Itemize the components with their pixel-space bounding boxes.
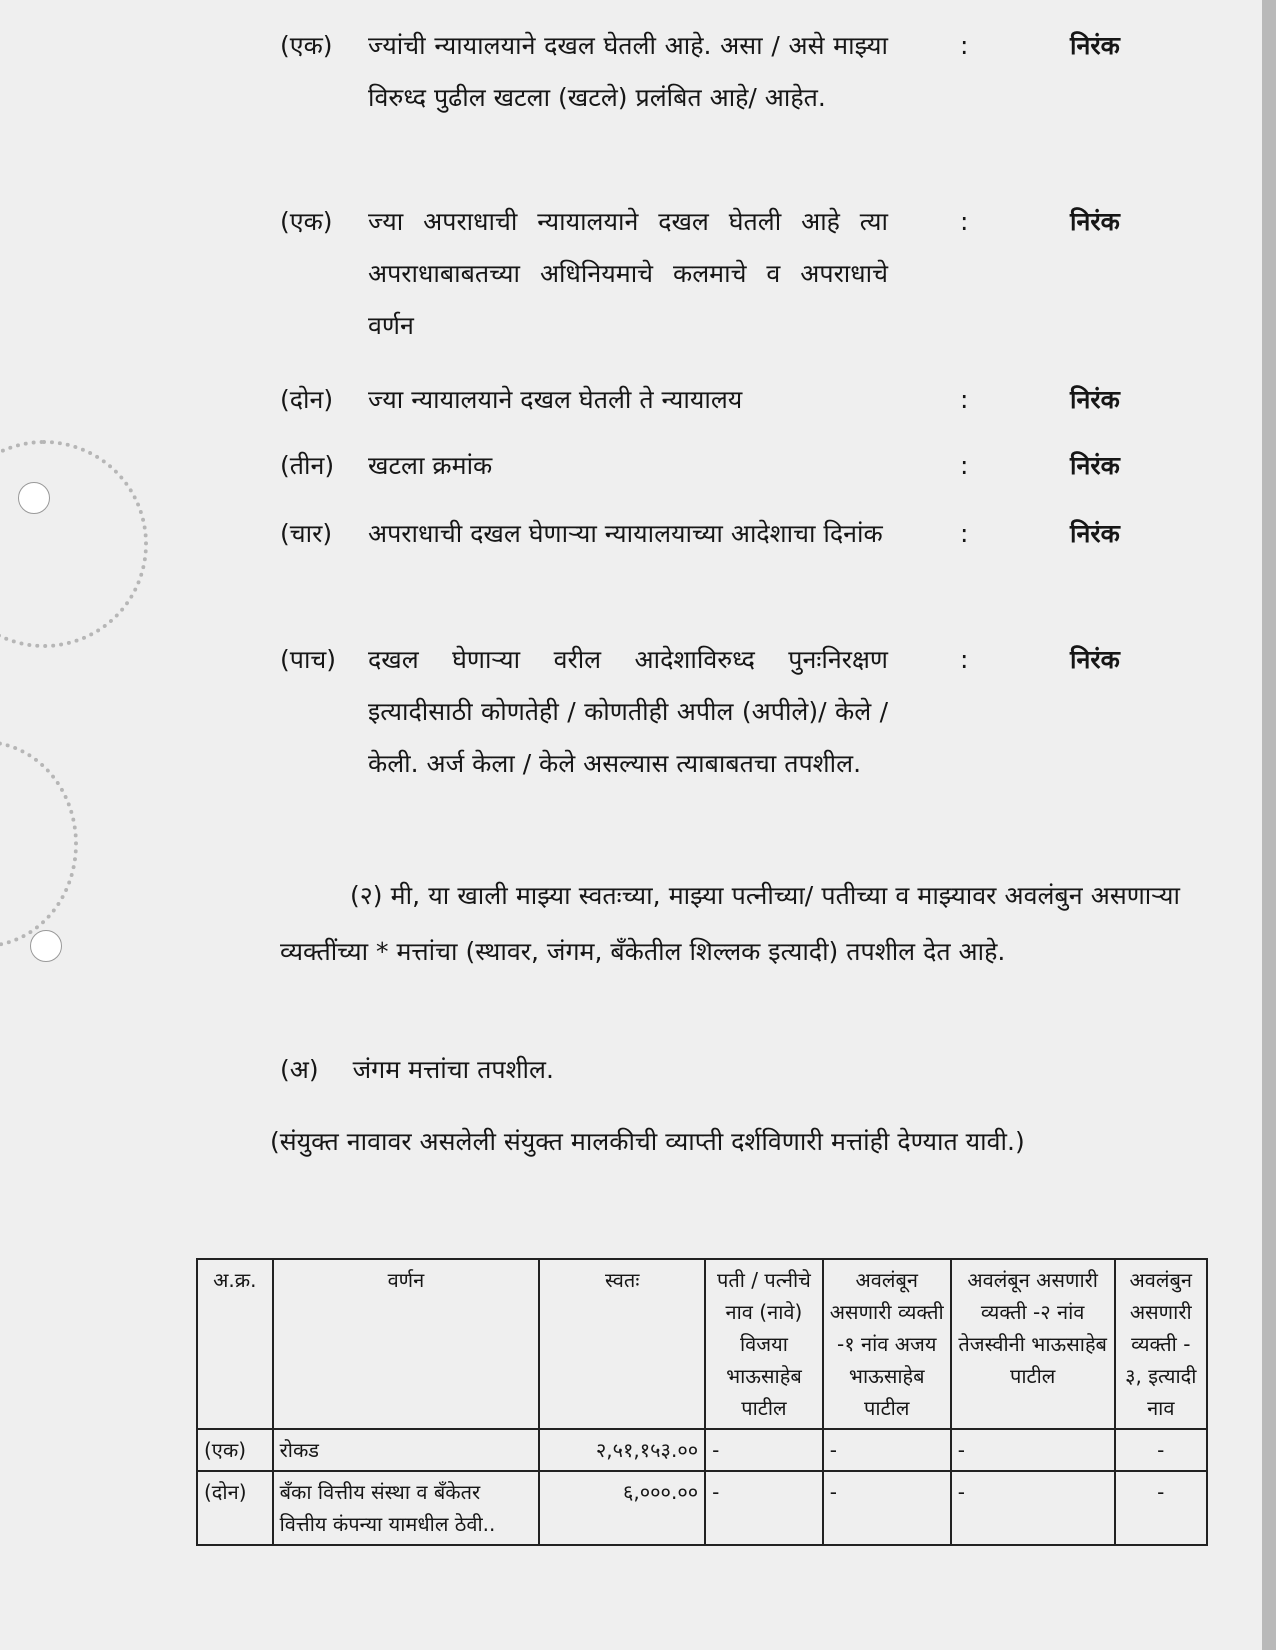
section-a-title: जंगम मत्तांचा तपशील. <box>352 1055 554 1084</box>
cell-spouse: - <box>705 1429 823 1471</box>
cell-dependent-3: - <box>1115 1471 1207 1545</box>
header-serial: अ.क्र. <box>197 1259 273 1429</box>
row-number: (एक) <box>280 31 333 60</box>
case-row-court <box>280 374 1160 426</box>
table-header-row <box>197 1259 1207 1429</box>
row-value: निरंक <box>1070 645 1120 674</box>
row-text: ज्यांची न्यायालयाने दखल घेतली आहे. असा / असे माझ्या विरुध्द पुढील खटला (खटले) प्रलंबित आहे/ आहेत. <box>368 31 888 112</box>
punch-hole <box>30 930 62 962</box>
punch-hole <box>18 482 50 514</box>
header-dependent-2: अवलंबून असणारी व्यक्ती -२ नांव तेजस्वीनी भाऊसाहेब पाटील <box>951 1259 1115 1429</box>
movable-assets-table <box>196 1258 1208 1546</box>
row-colon: : <box>960 207 969 236</box>
cell-dependent-2: - <box>951 1429 1115 1471</box>
row-colon: : <box>960 519 969 548</box>
declaration-paragraph: (२) मी, या खाली माझ्या स्वतःच्या, माझ्या पत्नीच्या/ पतीच्या व माझ्यावर अवलंबुन असणाऱ्या व्यक्तींच्या * मत्तांचा (स्थावर, जंगम, बँकेतील शिल्लक इत्यादी) तपशील देत आहे. <box>280 881 1180 966</box>
cell-dependent-3: - <box>1115 1429 1207 1471</box>
row-text: ज्या अपराधाची न्यायालयाने दखल घेतली आहे त्या अपराधाबाबतच्या अधिनियमाचे कलमाचे व अपराधाचे वर्णन <box>368 207 888 340</box>
row-text: अपराधाची दखल घेणाऱ्या न्यायालयाच्या आदेशाचा दिनांक <box>368 519 883 548</box>
row-number: (चार) <box>280 519 333 548</box>
row-colon: : <box>960 31 969 60</box>
row-number: (दोन) <box>280 385 334 414</box>
cell-serial: (दोन) <box>197 1471 273 1545</box>
case-row-number <box>280 440 1160 492</box>
table-row <box>197 1429 1207 1471</box>
row-number: (तीन) <box>280 451 335 480</box>
cell-dependent-1: - <box>823 1429 951 1471</box>
cell-spouse: - <box>705 1471 823 1545</box>
header-self: स्वतः <box>539 1259 705 1429</box>
case-row-appeal <box>280 634 1160 844</box>
official-seal-stamp <box>0 440 148 648</box>
header-spouse: पती / पत्नीचे नाव (नावे) विजया भाऊसाहेब पाटील <box>705 1259 823 1429</box>
header-description: वर्णन <box>273 1259 540 1429</box>
case-row-pending <box>280 20 1160 180</box>
row-colon: : <box>960 385 969 414</box>
row-colon: : <box>960 451 969 480</box>
cell-dependent-2: - <box>951 1471 1115 1545</box>
row-text: खटला क्रमांक <box>368 451 493 480</box>
row-text: ज्या न्यायालयाने दखल घेतली ते न्यायालय <box>368 385 743 414</box>
scan-edge <box>1262 0 1276 1650</box>
cell-serial: (एक) <box>197 1429 273 1471</box>
section-a-heading <box>280 1052 554 1086</box>
row-value: निरंक <box>1070 31 1120 60</box>
row-value: निरंक <box>1070 519 1120 548</box>
joint-ownership-note: (संयुक्त नावावर असलेली संयुक्त मालकीची व्याप्ती दर्शविणारी मत्तांही देण्यात यावी.) <box>270 1127 1025 1156</box>
table-row <box>197 1471 1207 1545</box>
header-dependent-3: अवलंबुन असणारी व्यक्ती - ३, इत्यादी नाव <box>1115 1259 1207 1429</box>
case-row-order-date <box>280 508 1160 618</box>
row-number: (एक) <box>280 207 333 236</box>
cell-dependent-1: - <box>823 1471 951 1545</box>
row-colon: : <box>960 645 969 674</box>
cell-description: रोकड <box>273 1429 540 1471</box>
row-number: (पाच) <box>280 645 337 674</box>
cell-self: ६,०००.०० <box>539 1471 705 1545</box>
row-value: निरंक <box>1070 385 1120 414</box>
row-value: निरंक <box>1070 451 1120 480</box>
section-a-label: (अ) <box>280 1055 319 1084</box>
row-value: निरंक <box>1070 207 1120 236</box>
case-row-offence <box>280 196 1160 356</box>
official-seal-stamp-2 <box>0 740 78 948</box>
cell-description: बँका वित्तीय संस्था व बँकेतर वित्तीय कंपन्या यामधील ठेवी.. <box>273 1471 540 1545</box>
row-text: दखल घेणाऱ्या वरील आदेशाविरुध्द पुनःनिरक्षण इत्यादीसाठी कोणतेही / कोणतीही अपील (अपीले)/ केले / केली. अर्ज केला / केले असल्यास त्याबाबतचा तपशील. <box>368 645 888 778</box>
cell-self: २,५१,१५३.०० <box>539 1429 705 1471</box>
header-dependent-1: अवलंबून असणारी व्यक्ती -१ नांव अजय भाऊसाहेब पाटील <box>823 1259 951 1429</box>
